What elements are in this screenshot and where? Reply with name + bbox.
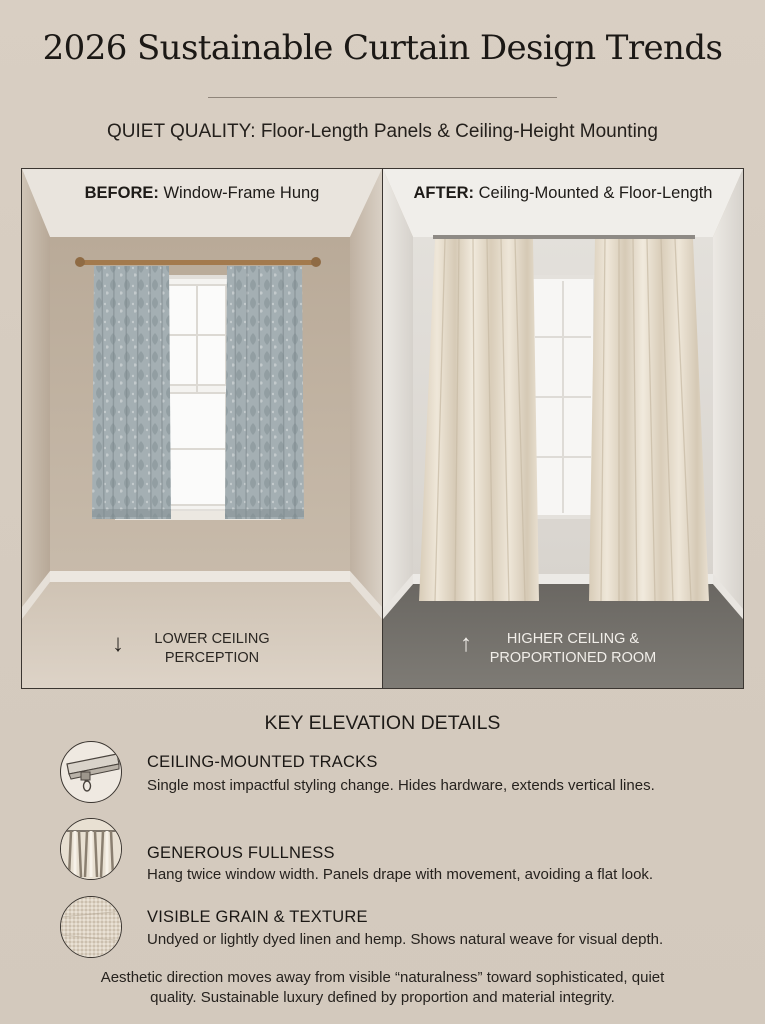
pleated-fabric-icon [60,818,122,880]
after-caption [460,630,668,668]
before-label-bold: BEFORE: [84,184,159,202]
down-arrow-icon: ↓ [112,630,124,657]
key-details-heading: KEY ELEVATION DETAILS [264,712,501,734]
before-after-comparison [21,168,744,689]
detail-generous-fullness [60,818,750,882]
after-label-bold: AFTER: [413,184,475,202]
after-caption-line1: HIGHER CEILING & [506,631,640,647]
before-caption [112,630,302,668]
before-caption-line1: LOWER CEILING [154,631,270,647]
after-room-illustration [383,169,743,688]
detail-1-heading: CEILING-MOUNTED TRACKS [147,753,378,771]
footer-line1: Aesthetic direction moves away from visible “naturalness” toward sophisticated, quiet [100,969,665,986]
before-label-text: Window-Frame Hung [158,184,320,202]
after-panel [383,169,743,688]
detail-3-text: Undyed or lightly dyed linen and hemp. Shows natural weave for visual depth. [147,931,664,948]
detail-2-heading: GENEROUS FULLNESS [147,844,335,862]
detail-2-text: Hang twice window width. Panels drape with movement, avoiding a flat look. [147,866,654,883]
page-title: 2026 Sustainable Curtain Design Trends [42,28,723,68]
after-label-text: Ceiling-Mounted & Floor-Length [474,184,713,202]
footer-line2: quality. Sustainable luxury defined by proportion and material integrity. [150,989,615,1006]
detail-3-heading: VISIBLE GRAIN & TEXTURE [147,908,368,926]
before-caption-line2: PERCEPTION [164,650,260,666]
after-caption-line2: PROPORTIONED ROOM [489,650,657,666]
before-room-illustration [22,169,382,688]
detail-grain-texture [60,896,750,960]
up-arrow-icon: ↑ [460,630,472,657]
subtitle: QUIET QUALITY: Floor-Length Panels & Ceiling-Height Mounting [107,121,658,142]
ceiling-track-icon [60,741,122,803]
footer-note [40,968,725,1008]
detail-ceiling-tracks [60,741,750,805]
linen-texture-icon [60,896,122,958]
title-divider [208,97,557,98]
after-label [383,184,743,203]
before-panel [22,169,382,688]
detail-1-text: Single most impactful styling change. Hides hardware, extends vertical lines. [147,777,655,794]
before-label [22,184,382,203]
